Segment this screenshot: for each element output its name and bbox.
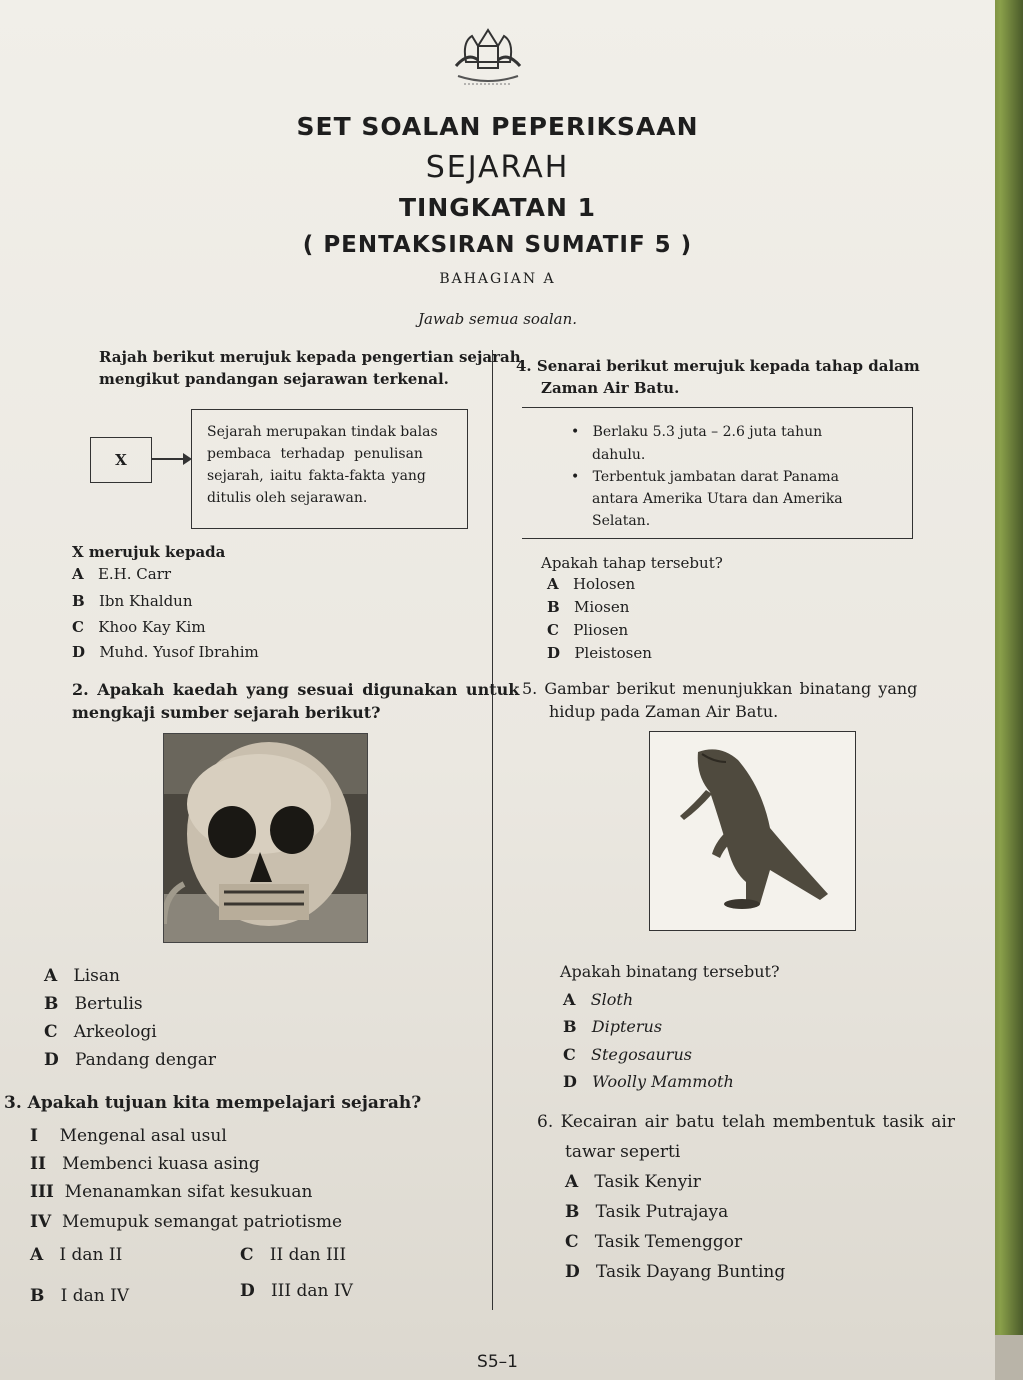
q1-option-c[interactable]: C Khoo Kay Kim [72, 618, 206, 636]
q1-definition-box [191, 409, 468, 529]
q1-stem-line1: Rajah berikut merujuk kepada pengertian sejarah [99, 348, 521, 366]
q2-option-d[interactable]: D Pandang dengar [44, 1050, 217, 1070]
q6-option-b[interactable]: B Tasik Putrajaya [565, 1202, 729, 1222]
instruction: Jawab semua soalan. [417, 310, 578, 328]
assessment-name: ( PENTAKSIRAN SUMATIF 5 ) [302, 232, 693, 258]
q1-option-b[interactable]: B Ibn Khaldun [72, 592, 193, 610]
q1-box-line2: pembaca terhadap penulisan [207, 446, 423, 462]
q2-option-a[interactable]: A Lisan [44, 966, 120, 986]
q6-stem-line1: 6. Kecairan air batu telah membentuk tasik air [537, 1112, 955, 1132]
q1-x-box: X [90, 437, 152, 483]
column-divider [492, 350, 493, 1310]
page-code: S5–1 [477, 1352, 518, 1372]
q4-option-b[interactable]: B Miosen [547, 598, 630, 616]
q2-option-b[interactable]: B Bertulis [44, 994, 143, 1014]
q2-stem-line2: mengkaji sumber sejarah berikut? [72, 703, 381, 722]
q4-stem-line2: Zaman Air Batu. [541, 379, 680, 397]
subject-title: SEJARAH [425, 150, 570, 185]
q5-option-c[interactable]: C Stegosaurus [563, 1045, 692, 1064]
q3-item-3: III Menanamkan sifat kesukuan [30, 1182, 313, 1202]
q4-option-c[interactable]: C Pliosen [547, 621, 629, 639]
ground-sloth-figure [649, 731, 856, 931]
q6-option-d[interactable]: D Tasik Dayang Bunting [565, 1262, 786, 1282]
q1-box-line1: Sejarah merupakan tindak balas [207, 424, 438, 440]
q4-option-d[interactable]: D Pleistosen [547, 644, 652, 662]
q5-option-b[interactable]: B Dipterus [563, 1017, 663, 1036]
q5-option-d[interactable]: D Woolly Mammoth [563, 1072, 734, 1091]
q4-bullet-1-cont: dahulu. [592, 447, 646, 463]
q4-bullet-1: • Berlaku 5.3 juta – 2.6 juta tahun [571, 424, 823, 440]
q3-option-c[interactable]: C II dan III [240, 1245, 347, 1265]
q5-option-a[interactable]: A Sloth [563, 990, 634, 1009]
q3-item-4: IV Memupuk semangat patriotisme [30, 1212, 343, 1232]
arrow-icon [152, 458, 190, 460]
q2-option-c[interactable]: C Arkeologi [44, 1022, 157, 1042]
q3-option-a[interactable]: A I dan II [30, 1245, 123, 1265]
q5-stem-line1: 5. Gambar berikut menunjukkan binatang yang [522, 679, 918, 698]
q6-option-a[interactable]: A Tasik Kenyir [565, 1172, 701, 1192]
q4-stem-line1: 4. Senarai berikut merujuk kepada tahap dalam [516, 357, 920, 375]
section-heading: BAHAGIAN A [439, 271, 556, 287]
q1-box-line3: sejarah, iaitu fakta-fakta yang [207, 468, 426, 484]
q3-option-b[interactable]: B I dan IV [30, 1286, 130, 1306]
q1-prompt: X merujuk kepada [72, 543, 226, 561]
q3-option-d[interactable]: D III dan IV [240, 1281, 353, 1301]
q6-stem-line2: tawar seperti [565, 1142, 681, 1162]
q4-bullet-2-cont1: antara Amerika Utara dan Amerika [592, 491, 843, 507]
q1-option-d[interactable]: D Muhd. Yusof Ibrahim [72, 643, 259, 661]
skull-photo [163, 733, 368, 943]
q4-bullet-2: • Terbentuk jambatan darat Panama [571, 469, 839, 485]
exam-title: SET SOALAN PEPERIKSAAN [296, 112, 699, 141]
q4-bullet-2-cont2: Selatan. [592, 513, 651, 529]
q6-option-c[interactable]: C Tasik Temenggor [565, 1232, 743, 1252]
q3-item-2: II Membenci kuasa asing [30, 1154, 260, 1174]
q4-prompt: Apakah tahap tersebut? [541, 554, 723, 572]
q5-prompt: Apakah binatang tersebut? [560, 962, 780, 981]
q4-option-a[interactable]: A Holosen [547, 575, 636, 593]
q5-stem-line2: hidup pada Zaman Air Batu. [549, 702, 779, 721]
coat-of-arms-logo [448, 22, 528, 90]
q1-stem-line2: mengikut pandangan sejarawan terkenal. [99, 370, 449, 388]
q3-item-1: I Mengenal asal usul [30, 1126, 227, 1146]
q3-stem: 3. Apakah tujuan kita mempelajari sejarah? [4, 1093, 422, 1113]
q2-stem-line1: 2. Apakah kaedah yang sesuai digunakan untuk [72, 680, 520, 699]
q1-option-a[interactable]: A E.H. Carr [72, 565, 172, 583]
q1-box-line4: ditulis oleh sejarawan. [207, 490, 368, 506]
form-level: TINGKATAN 1 [398, 193, 597, 222]
